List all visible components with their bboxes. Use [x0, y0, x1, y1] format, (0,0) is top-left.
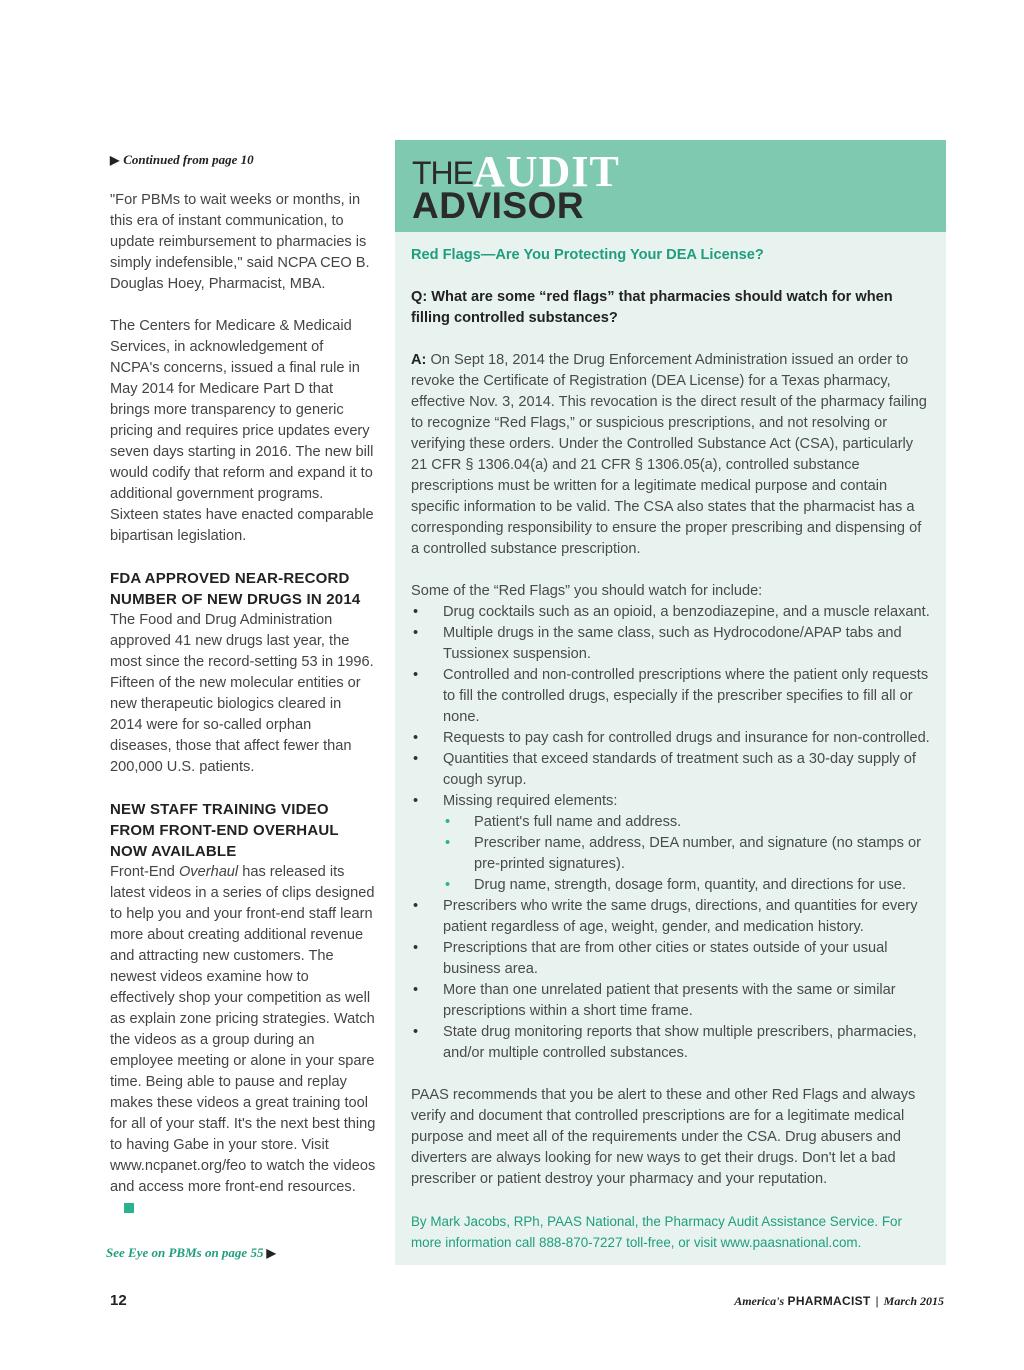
magazine-footer: America's PHARMACIST | March 2015 [734, 1294, 944, 1308]
page-number: 12 [110, 1292, 127, 1309]
list-item: • Drug cocktails such as an opioid, a benzodiazepine, and a muscle relaxant. [411, 602, 933, 623]
list-item: • More than one unrelated patient that presents with the same or similar prescriptions within a short time frame. [411, 980, 933, 1022]
sub-list-item: • Patient's full name and address. [443, 812, 933, 833]
play-arrow-icon: ▶ [266, 1246, 276, 1260]
paragraph-quote: "For PBMs to wait weeks or months, in this era of instant communication, to update reimbursement to pharmacies is simply indefensible," said NCPA CEO B. Douglas Hoey, Pharmacist, MBA. [110, 192, 370, 292]
sub-list-item: • Prescriber name, address, DEA number, and signature (no stamps or pre-printed signatures). [443, 833, 933, 875]
list-item: • Prescribers who write the same drugs, directions, and quantities for every patient regardless of age, weight, gender, and medication history. [411, 896, 933, 938]
title-audit: AUDIT [473, 147, 620, 196]
panel-body [411, 245, 933, 1253]
list-item: • State drug monitoring reports that show multiple prescribers, pharmacies, and/or multiple controlled substances. [411, 1022, 933, 1064]
list-item: • Multiple drugs in the same class, such as Hydrocodone/APAP tabs and Tussionex suspension. [411, 623, 933, 665]
missing-elements-sublist [443, 812, 933, 896]
paragraph-cms: The Centers for Medicare & Medicaid Services, in acknowledgement of NCPA's concerns, issued a final rule in May 2014 for Medicare Part D that brings more transparency to generic pricing and requires price updates every seven days starting in 2016. The new bill would codify that reform and expand it to additional government programs. Sixteen states have enacted comparable bipartisan legislation. [110, 318, 374, 544]
answer: A: On Sept 18, 2014 the Drug Enforcement Administration issued an order to revoke the Certificate of Registration (DEA License) for a Texas pharmacy, effective Nov. 3, 2014. This revocation is the direct result of the pharmacy failing to recognize “Red Flags,” or suspicious prescriptions, and not resolving or verifying these orders. Under the Controlled Substance Act (CSA), particularly 21 CFR § 1306.04(a) and 21 CFR § 1306.05(a), controlled substance prescriptions must be written for a legitimate medical purpose and contain specific information to be valid. The CSA also states that the pharmacist has a corresponding responsibility to ensure the proper prescribing and dispensing of a controlled substance prescription. [411, 352, 927, 557]
list-item: • Prescriptions that are from other cities or states outside of your usual business area. [411, 938, 933, 980]
title-advisor: ADVISOR [412, 185, 585, 226]
continued-from-label: ▶ Continued from page 10 [110, 152, 254, 167]
see-more-link[interactable]: See Eye on PBMs on page 55 ▶ [106, 1245, 276, 1260]
panel-subtitle: Red Flags—Are You Protecting Your DEA License? [411, 247, 764, 263]
sub-list-item: • Drug name, strength, dosage form, quantity, and directions for use. [443, 875, 933, 896]
paragraph-training-video: Front-End Overhaul has released its latest videos in a series of clips designed to help you and your front-end staff learn more about creating additional revenue and attracting new customers. The newest videos examine how to effectively shop your competition as well as explain zone pricing strategies. Watch the videos as a group during an employee meeting or alone in your spare time. Being able to pause and replay makes these videos a great training tool for all of your staff. It's the next best thing to having Gabe in your store. Visit www.ncpanet.org/feo to watch the videos and access more front-end resources. [110, 862, 376, 1219]
byline: By Mark Jacobs, RPh, PAAS National, the Pharmacy Audit Assistance Service. For more information call 888-870-7227 toll-free, or visit www.paasnational.com. [411, 1214, 902, 1250]
audit-advisor-panel [395, 140, 946, 1265]
red-flags-list [411, 602, 933, 1064]
list-item: • Quantities that exceed standards of treatment such as a 30-day supply of cough syrup. [411, 749, 933, 791]
list-item-missing-elements: • Missing required elements: • Patient's full name and address. • Prescriber name, address, DEA number, and signature (no stamps or pre-printed signatures). • Drug name, strength, dosage form, quantity, and directions for use. [411, 791, 933, 896]
list-item: • Requests to pay cash for controlled drugs and insurance for non-controlled. [411, 728, 933, 749]
conclusion: PAAS recommends that you be alert to these and other Red Flags and always verify and document that controlled prescriptions are for a legitimate medical purpose and meet all of the requirements under the CSA. Drug abusers and diverters are always looking for new ways to get their drugs. Don't let a bad prescriber or patient destroy your pharmacy and your reputation. [411, 1087, 916, 1187]
panel-header [395, 140, 946, 232]
heading-training-video: NEW STAFF TRAINING VIDEO FROM FRONT-END OVERHAUL NOW AVAILABLE [110, 801, 339, 860]
heading-fda: FDA APPROVED NEAR-RECORD NUMBER OF NEW DRUGS IN 2014 [110, 570, 361, 608]
title-the: THE [412, 155, 473, 191]
left-column [110, 152, 376, 1240]
end-mark-icon [124, 1203, 134, 1213]
list-item: • Controlled and non-controlled prescriptions where the patient only requests to fill the controlled drugs, especially if the prescriber specifies to fill all or none. [411, 665, 933, 728]
paragraph-fda: The Food and Drug Administration approved 41 new drugs last year, the most since the record-setting 53 in 1996. Fifteen of the new molecular entities or new therapeutic biologics cleared in 2014 were for so-called orphan diseases, those that affect fewer than 200,000 U.S. patients. [110, 612, 374, 775]
list-intro: Some of the “Red Flags” you should watch for include: [411, 583, 763, 599]
question: Q: What are some “red flags” that pharmacies should watch for when filling controlled substances? [411, 289, 893, 326]
play-arrow-icon: ▶ [110, 153, 120, 167]
